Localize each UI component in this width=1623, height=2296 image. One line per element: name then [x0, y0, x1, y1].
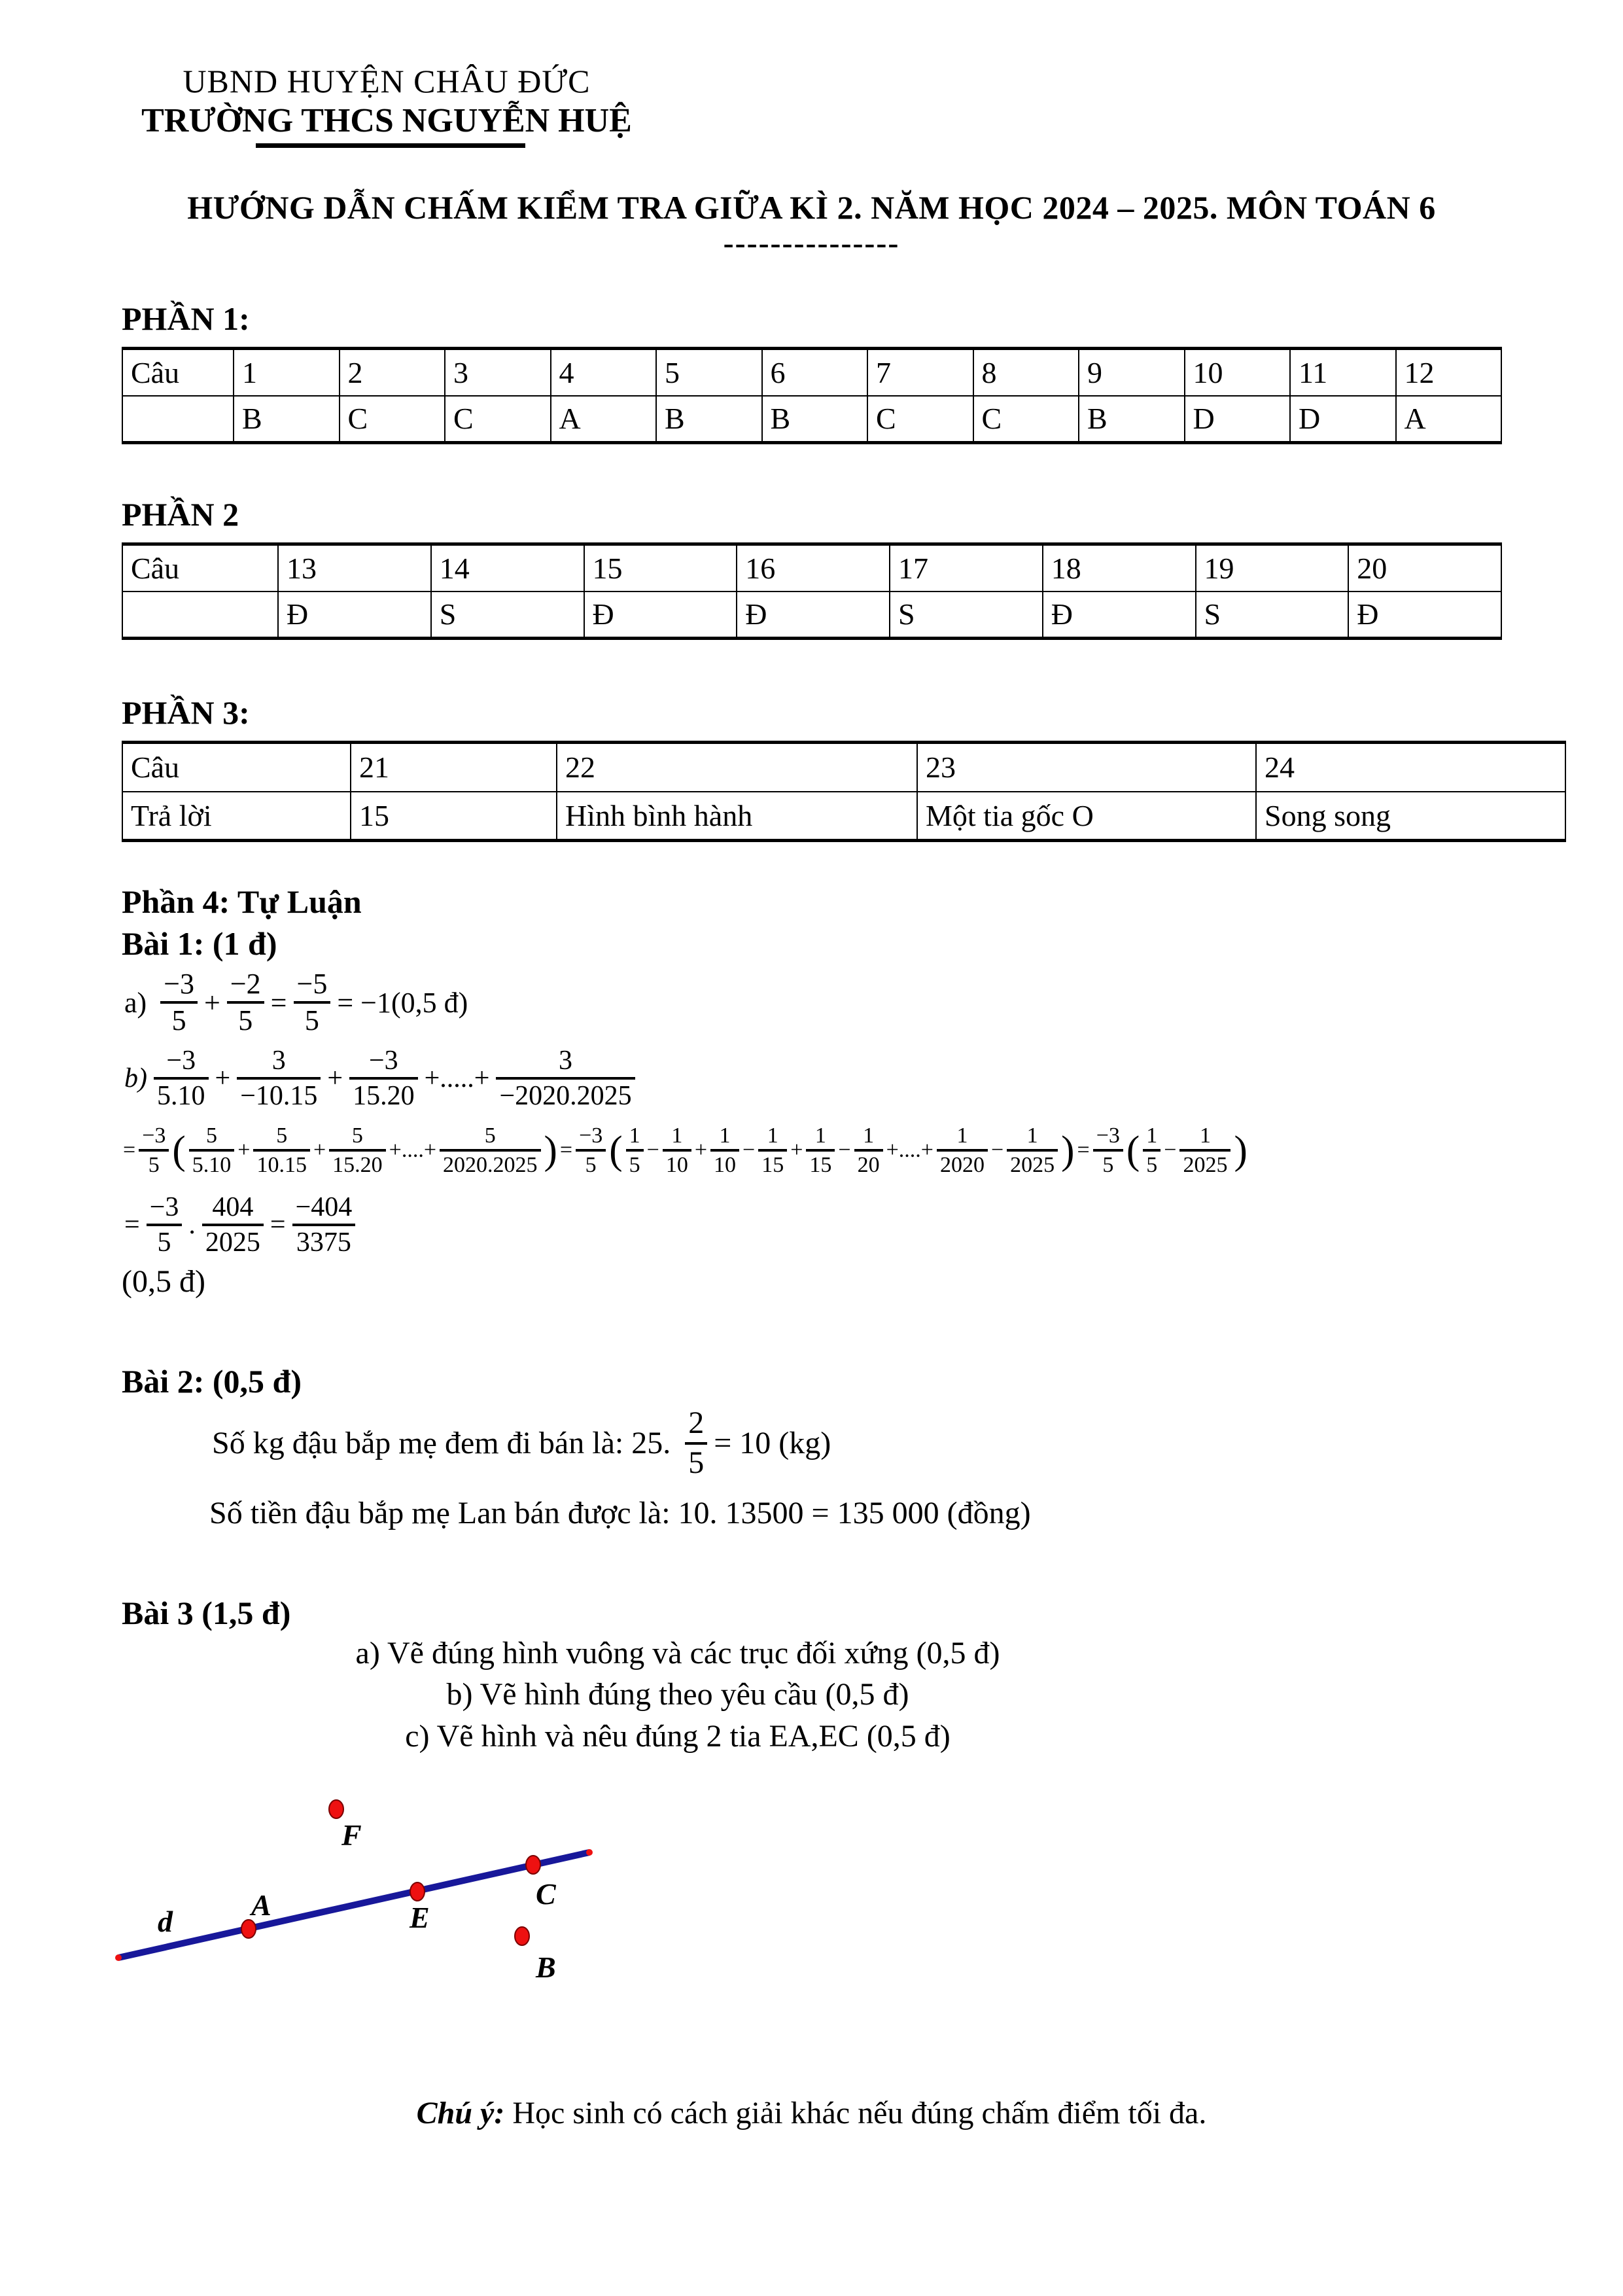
table-cell: Đ	[278, 592, 431, 639]
table-cell: 22	[557, 743, 917, 792]
fraction: $\frac{-3}{5}$	[1093, 1124, 1123, 1177]
label-A: A	[251, 1888, 271, 1922]
label-C: C	[536, 1877, 556, 1911]
table-cell: 21	[351, 743, 557, 792]
figure-canvas	[56, 1789, 684, 2064]
table-cell: 10	[1185, 349, 1291, 396]
math-text: .	[188, 1210, 196, 1241]
bai1-heading: Bài 1: (1 đ)	[122, 925, 277, 962]
point-C-dot	[526, 1856, 540, 1874]
label-E: E	[410, 1901, 430, 1935]
bai2-heading: Bài 2: (0,5 đ)	[122, 1363, 302, 1400]
parenthesis: (	[609, 1127, 623, 1173]
fraction: $\frac{1}{15}$	[758, 1124, 787, 1177]
school-name: TRƯỜNG THCS NGUYỄN HUỆ	[141, 102, 632, 139]
table-cell: A	[1396, 396, 1502, 443]
part4-heading: Phần 4: Tự Luận	[122, 883, 362, 920]
table-cell: Câu	[122, 544, 278, 592]
table-cell: Đ	[1348, 592, 1501, 639]
fraction: $\frac{1}{5}$	[1143, 1124, 1161, 1177]
fraction: $\frac{-404}{3375}$	[292, 1193, 356, 1257]
fraction: $\frac{-3}{5}$	[160, 969, 198, 1036]
table-cell: 7	[867, 349, 973, 396]
fraction: $\frac{1}{2025}$	[1179, 1124, 1230, 1177]
math-text: a)	[124, 986, 154, 1019]
math-text: =	[270, 986, 287, 1019]
table-cell: C	[973, 396, 1079, 443]
table-cell: Đ	[737, 592, 890, 639]
math-text: +	[313, 1138, 326, 1163]
table-cell: 17	[890, 544, 1043, 592]
table-cell: A	[551, 396, 657, 443]
table-cell: 18	[1043, 544, 1196, 592]
fraction: $\frac{-3}{5}$	[139, 1124, 169, 1177]
label-d: d	[158, 1905, 173, 1939]
table-cell: 1	[234, 349, 340, 396]
table-cell: 4	[551, 349, 657, 396]
table-cell: C	[445, 396, 551, 443]
fraction: $\frac{-2}{5}$	[227, 969, 264, 1036]
table-cell: S	[890, 592, 1043, 639]
fraction: $\frac{404}{2025}$	[202, 1193, 264, 1257]
table-cell: Câu	[122, 743, 351, 792]
math-text: +	[237, 1138, 251, 1163]
geometry-figure	[56, 1789, 684, 2064]
table-cell: S	[1196, 592, 1349, 639]
math-text: −	[1164, 1138, 1177, 1163]
point-E-dot	[410, 1882, 425, 1901]
table-row	[122, 349, 1501, 396]
table-cell: 12	[1396, 349, 1502, 396]
point-F-dot	[329, 1800, 343, 1818]
bai3-item-a: a) Vẽ đúng hình vuông và các trục đối xứng (0,5 đ)	[355, 1635, 1000, 1670]
table-cell: 19	[1196, 544, 1349, 592]
fraction: $\frac{1}{15}$	[806, 1124, 835, 1177]
parenthesis: )	[544, 1127, 557, 1173]
bai1-line-b3	[122, 1193, 1501, 1257]
part2-heading: PHẦN 2	[122, 496, 239, 533]
bai3-heading: Bài 3 (1,5 đ)	[122, 1594, 291, 1631]
parenthesis: (	[172, 1127, 186, 1173]
math-text: −	[990, 1138, 1004, 1163]
fraction: $\frac{1}{5}$	[626, 1124, 644, 1177]
table-cell: 5	[656, 349, 762, 396]
parenthesis: (	[1126, 1127, 1140, 1173]
fraction: $\frac{3}{-10.15}$	[237, 1046, 321, 1110]
math-text: =	[270, 1210, 286, 1241]
table-cell	[122, 592, 278, 639]
table-cell: 15	[584, 544, 737, 592]
fraction: $\frac{-3}{5.10}$	[154, 1046, 209, 1110]
table-cell: 3	[445, 349, 551, 396]
table-cell: 15	[351, 792, 557, 841]
table-cell: B	[656, 396, 762, 443]
table-row	[122, 792, 1565, 841]
table-cell: 8	[973, 349, 1079, 396]
math-text: +	[215, 1063, 231, 1094]
table-cell: D	[1290, 396, 1396, 443]
table-cell: 24	[1256, 743, 1565, 792]
label-B: B	[536, 1951, 556, 1985]
table-cell: C	[867, 396, 973, 443]
fraction: $\frac{2}{5}$	[685, 1407, 707, 1479]
math-text: +	[204, 986, 220, 1019]
parenthesis: )	[1061, 1127, 1075, 1173]
table-row	[122, 592, 1501, 639]
table-cell: 13	[278, 544, 431, 592]
document-title: HƯỚNG DẪN CHẤM KIỂM TRA GIỮA KÌ 2. NĂM HỌC 2024 – 2025. MÔN TOÁN 6	[187, 189, 1436, 226]
math-text: −	[742, 1138, 756, 1163]
note-label: Chú ý:	[416, 2096, 505, 2131]
line-end-left	[115, 1954, 122, 1961]
table-cell: B	[762, 396, 868, 443]
math-text: −	[646, 1138, 659, 1163]
table-cell: Câu	[122, 349, 234, 396]
table-cell: B	[1079, 396, 1185, 443]
fraction: $\frac{5}{15.20}$	[329, 1124, 386, 1177]
fraction: $\frac{-5}{5}$	[294, 969, 331, 1036]
table-cell: 23	[917, 743, 1256, 792]
bai3-item-c: c) Vẽ hình và nêu đúng 2 tia EA,EC (0,5 đ)	[405, 1718, 951, 1754]
fraction: $\frac{1}{20}$	[854, 1124, 883, 1177]
table-cell: S	[431, 592, 584, 639]
table-row	[122, 743, 1565, 792]
bai1-line-b1	[122, 1046, 1501, 1110]
math-text: −	[838, 1138, 851, 1163]
bai1-score: (0,5 đ)	[122, 1264, 205, 1299]
table-cell: 9	[1079, 349, 1185, 396]
math-text: +.....+	[424, 1063, 490, 1094]
math-text: +	[694, 1138, 708, 1163]
org-name: UBND HUYỆN CHÂU ĐỨC	[183, 63, 591, 99]
math-text: +	[327, 1063, 343, 1094]
bai3-item-b: b) Vẽ hình đúng theo yêu cầu (0,5 đ)	[446, 1677, 909, 1712]
math-text: +....+	[389, 1138, 436, 1163]
bai1-line-b2	[122, 1124, 1501, 1177]
table-cell: C	[340, 396, 445, 443]
part3-answer-table	[122, 741, 1566, 842]
table-cell: B	[234, 396, 340, 443]
math-text: =	[124, 1210, 140, 1241]
parenthesis: )	[1234, 1127, 1248, 1173]
fraction: $\frac{5}{2020.2025}$	[440, 1124, 541, 1177]
table-cell: 2	[340, 349, 445, 396]
table-row	[122, 544, 1501, 592]
math-text: = −1(0,5 đ)	[337, 986, 468, 1019]
fraction: $\frac{5}{5.10}$	[189, 1124, 235, 1177]
table-cell: 20	[1348, 544, 1501, 592]
fraction: $\frac{1}{10}$	[663, 1124, 691, 1177]
table-cell: Một tia gốc O	[917, 792, 1256, 841]
bai1-line-a	[122, 969, 1501, 1036]
part1-answer-table	[122, 347, 1502, 444]
line-end-right	[586, 1849, 593, 1856]
table-cell: 6	[762, 349, 868, 396]
label-F: F	[341, 1818, 362, 1852]
table-cell: D	[1185, 396, 1291, 443]
table-cell: 14	[431, 544, 584, 592]
math-text: +....+	[886, 1138, 934, 1163]
note-text: Học sinh có cách giải khác nếu đúng chấm điểm tối đa.	[504, 2096, 1207, 2131]
school-name-underline	[256, 143, 525, 148]
fraction: $\frac{-3}{15.20}$	[349, 1046, 418, 1110]
fraction: $\frac{1}{2025}$	[1007, 1124, 1058, 1177]
math-text: = 10 (kg)	[714, 1426, 831, 1461]
math-text: +	[790, 1138, 803, 1163]
table-cell: Song song	[1256, 792, 1565, 841]
math-text: =	[1077, 1138, 1090, 1163]
point-A-dot	[241, 1920, 256, 1938]
point-B-dot	[515, 1927, 529, 1945]
table-cell: Đ	[1043, 592, 1196, 639]
part1-heading: PHẦN 1:	[122, 300, 250, 337]
footer-note	[122, 2095, 1501, 2131]
fraction: $\frac{-3}{5}$	[147, 1193, 183, 1257]
fraction: $\frac{1}{2020}$	[937, 1124, 988, 1177]
math-text: =	[559, 1138, 573, 1163]
table-cell: 11	[1290, 349, 1396, 396]
math-text: Số kg đậu bắp mẹ đem đi bán là: 25.	[212, 1426, 679, 1461]
organization-header	[122, 62, 652, 148]
math-text: b)	[124, 1063, 147, 1094]
part3-heading: PHẦN 3:	[122, 694, 250, 731]
table-row	[122, 396, 1501, 443]
fraction: $\frac{3}{-2020.2025}$	[496, 1046, 635, 1110]
table-cell: Hình bình hành	[557, 792, 917, 841]
table-cell: Đ	[584, 592, 737, 639]
bai2-line1	[122, 1407, 1501, 1479]
part2-answer-table	[122, 542, 1502, 640]
bai2-line2: Số tiền đậu bắp mẹ Lan bán được là: 10. 13500 = 135 000 (đồng)	[209, 1495, 1031, 1530]
fraction: $\frac{-3}{5}$	[576, 1124, 606, 1177]
bai3-item-list	[122, 1633, 1234, 1756]
table-cell: 16	[737, 544, 890, 592]
fraction: $\frac{1}{10}$	[710, 1124, 739, 1177]
fraction: $\frac{5}{10.15}$	[253, 1124, 310, 1177]
table-cell: Trả lời	[122, 792, 351, 841]
table-cell	[122, 396, 234, 443]
math-text: =	[123, 1138, 136, 1163]
title-dashes: ---------------	[723, 226, 900, 260]
